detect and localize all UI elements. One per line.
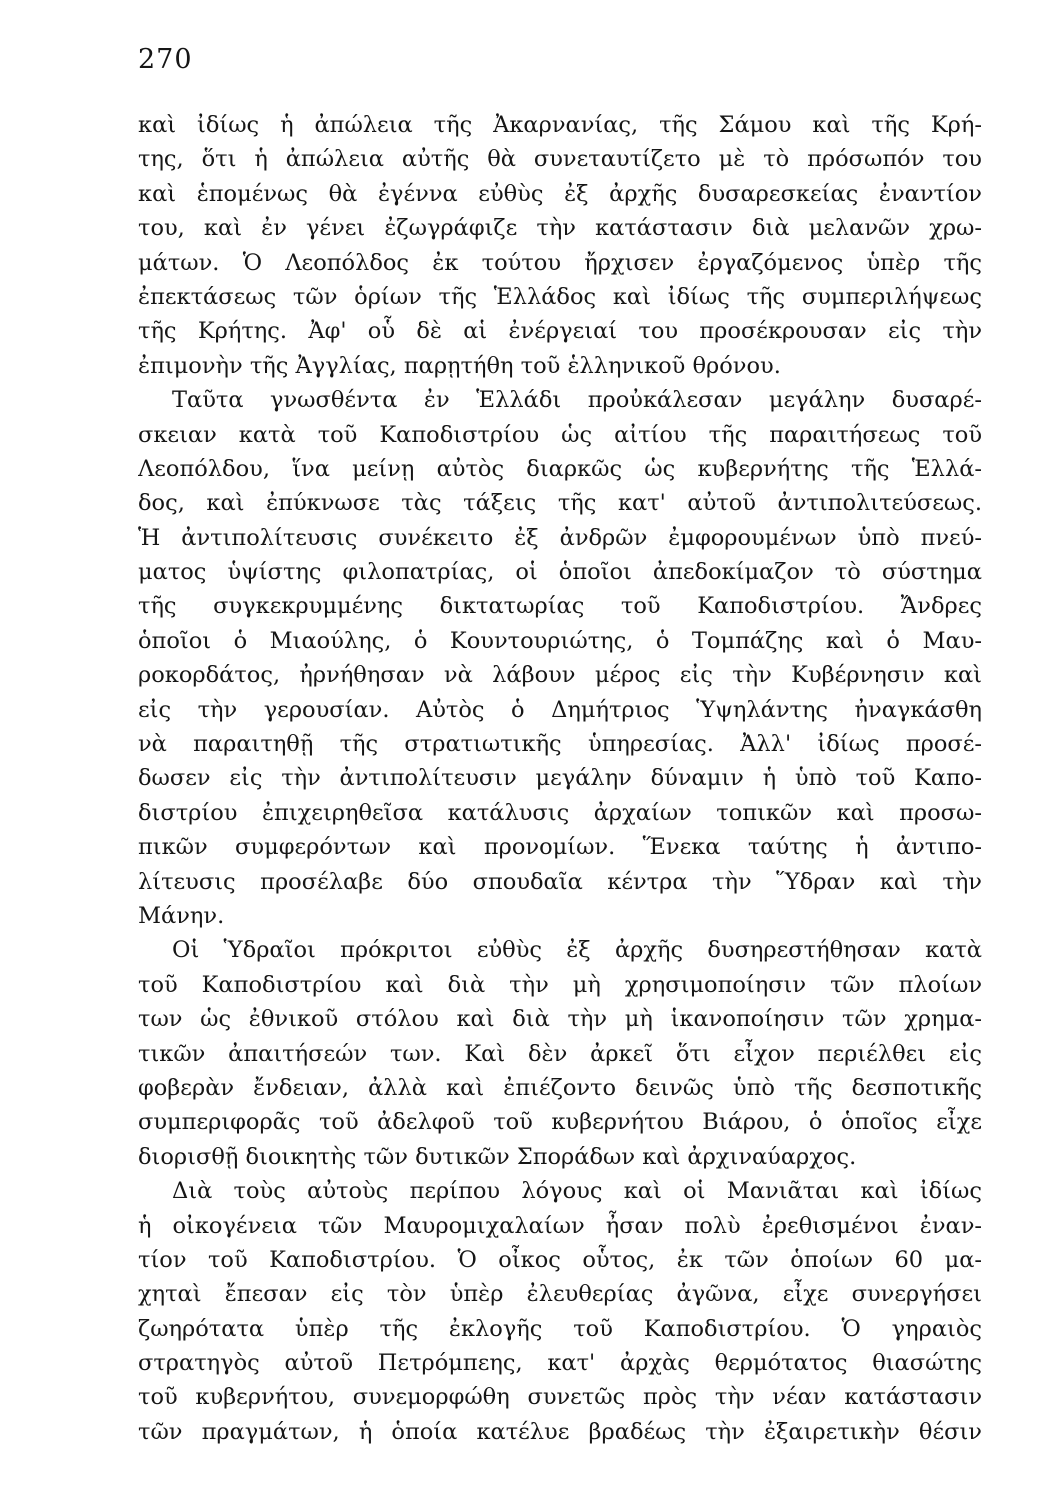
text-line: εἰς τὴν γερουσίαν. Αὐτὸς ὁ Δημήτριος Ὑψηλάντης ἠναγκάσθη [138,696,982,723]
text-line: Οἱ Ὑδραῖοι πρόκριτοι εὐθὺς ἐξ ἀρχῆς δυσηρεστήθησαν κατὰ [172,937,982,964]
text-line: ἐπιμονὴν τῆς Ἀγγλίας, παρῃτήθη τοῦ ἑλληνικοῦ θρόνου. [138,352,781,379]
text-line: καὶ ἰδίως ἡ ἀπώλεια τῆς Ἀκαρνανίας, τῆς Σάμου καὶ τῆς Κρή- [138,112,982,138]
text-line: νὰ παραιτηθῇ τῆς στρατιωτικῆς ὑπηρεσίας. Ἀλλ' ἰδίως προσέ- [138,731,982,758]
text-line: τῆς Κρήτης. Ἀφ' οὗ δὲ αἱ ἐνέργειαί του προσέκρουσαν εἰς τὴν [138,318,982,345]
text-line: ἡ οἰκογένεια τῶν Μαυρομιχαλαίων ἦσαν πολὺ ἐρεθισμένοι ἐναν- [138,1212,982,1239]
text-line: Λεοπόλδου, ἵνα μείνῃ αὐτὸς διαρκῶς ὡς κυβερνήτης τῆς Ἑλλά- [138,455,982,482]
text-line: διορισθῇ διοικητὴς τῶν δυτικῶν Σποράδων καὶ ἀρχιναύαρχος. [138,1143,857,1170]
text-line: λίτευσις προσέλαβε δύο σπουδαῖα κέντρα τὴν Ὕδραν καὶ τὴν [138,868,982,895]
text-line: τῆς συγκεκρυμμένης δικτατωρίας τοῦ Καποδιστρίου. Ἄνδρες [138,593,982,620]
text-line: ἐπεκτάσεως τῶν ὁρίων τῆς Ἑλλάδος καὶ ἰδίως τῆς συμπεριλήψεως [138,283,982,310]
text-line: τοῦ Καποδιστρίου καὶ διὰ τὴν μὴ χρησιμοποίησιν τῶν πλοίων [138,971,982,998]
text-line: τίον τοῦ Καποδιστρίου. Ὁ οἶκος οὗτος, ἐκ τῶν ὁποίων 60 μα- [138,1246,982,1273]
text-line: δος, καὶ ἐπύκνωσε τὰς τάξεις τῆς κατ' αὐτοῦ ἀντιπολιτεύσεως. [138,490,982,517]
paragraph [138,383,982,933]
paragraph [138,1174,982,1449]
text-line: μάτων. Ὁ Λεοπόλδος ἐκ τούτου ἤρχισεν ἐργαζόμενος ὑπὲρ τῆς [138,249,982,276]
text-line: των ὡς ἐθνικοῦ στόλου καὶ διὰ τὴν μὴ ἱκανοποίησιν τῶν χρημα- [138,1006,982,1033]
page-number: 270 [138,44,193,75]
text-line: πικῶν συμφερόντων καὶ προνομίων. Ἕνεκα ταύτης ἡ ἀντιπο- [138,834,982,861]
text-line: τοῦ κυβερνήτου, συνεμορφώθη συνετῶς πρὸς τὴν νέαν κατάστασιν [138,1384,982,1411]
text-line: Μάνην. [138,902,225,929]
text-line: φοβερὰν ἔνδειαν, ἀλλὰ καὶ ἐπιέζοντο δεινῶς ὑπὸ τῆς δεσποτικῆς [138,1074,982,1101]
body-text [138,108,982,1449]
text-line: σκειαν κατὰ τοῦ Καποδιστρίου ὡς αἰτίου τῆς παραιτήσεως τοῦ [138,421,982,448]
paragraph [138,933,982,1174]
text-line: ζωηρότατα ὑπὲρ τῆς ἐκλογῆς τοῦ Καποδιστρίου. Ὁ γηραιὸς [138,1315,982,1342]
text-line: στρατηγὸς αὐτοῦ Πετρόμπεης, κατ' ἀρχὰς θερμότατος θιασώτης [138,1350,982,1377]
text-line: Ἡ ἀντιπολίτευσις συνέκειτο ἐξ ἀνδρῶν ἐμφορουμένων ὑπὸ πνεύ- [138,524,982,551]
text-line: καὶ ἑπομένως θὰ ἐγέννα εὐθὺς ἐξ ἀρχῆς δυσαρεσκείας ἐναντίον [138,180,982,207]
text-line: ροκορδάτος, ἠρνήθησαν νὰ λάβουν μέρος εἰς τὴν Κυβέρνησιν καὶ [138,662,982,689]
text-line: τικῶν ἀπαιτήσεών των. Καὶ δὲν ἀρκεῖ ὅτι εἶχον περιέλθει εἰς [138,1040,982,1067]
text-line: τῶν πραγμάτων, ἡ ὁποία κατέλυε βραδέως τὴν ἐξαιρετικὴν θέσιν [138,1418,982,1445]
text-line: συμπεριφορᾶς τοῦ ἀδελφοῦ τοῦ κυβερνήτου Βιάρου, ὁ ὁποῖος εἶχε [138,1109,982,1136]
text-line: διστρίου ἐπιχειρηθεῖσα κατάλυσις ἀρχαίων τοπικῶν καὶ προσω- [138,799,982,826]
text-line: του, καὶ ἐν γένει ἐζωγράφιζε τὴν κατάστασιν διὰ μελανῶν χρω- [138,215,982,242]
text-line: δωσεν εἰς τὴν ἀντιπολίτευσιν μεγάλην δύναμιν ἡ ὑπὸ τοῦ Καπο- [138,765,982,792]
text-line: χηταὶ ἔπεσαν εἰς τὸν ὑπὲρ ἐλευθερίας ἀγῶνα, εἶχε συνεργήσει [138,1281,982,1308]
text-line: ματος ὑψίστης φιλοπατρίας, οἱ ὁποῖοι ἀπεδοκίμαζον τὸ σύστημα [138,559,982,586]
text-line: Διὰ τοὺς αὐτοὺς περίπου λόγους καὶ οἱ Μανιᾶται καὶ ἰδίως [172,1178,982,1205]
text-line: Ταῦτα γνωσθέντα ἐν Ἑλλάδι προὐκάλεσαν μεγάλην δυσαρέ- [172,387,982,414]
text-line: της, ὅτι ἡ ἀπώλεια αὐτῆς θὰ συνεταυτίζετο μὲ τὸ πρόσωπόν του [138,146,982,173]
text-line: ὁποῖοι ὁ Μιαούλης, ὁ Κουντουριώτης, ὁ Τομπάζης καὶ ὁ Μαυ- [138,627,982,654]
paragraph [138,108,982,383]
